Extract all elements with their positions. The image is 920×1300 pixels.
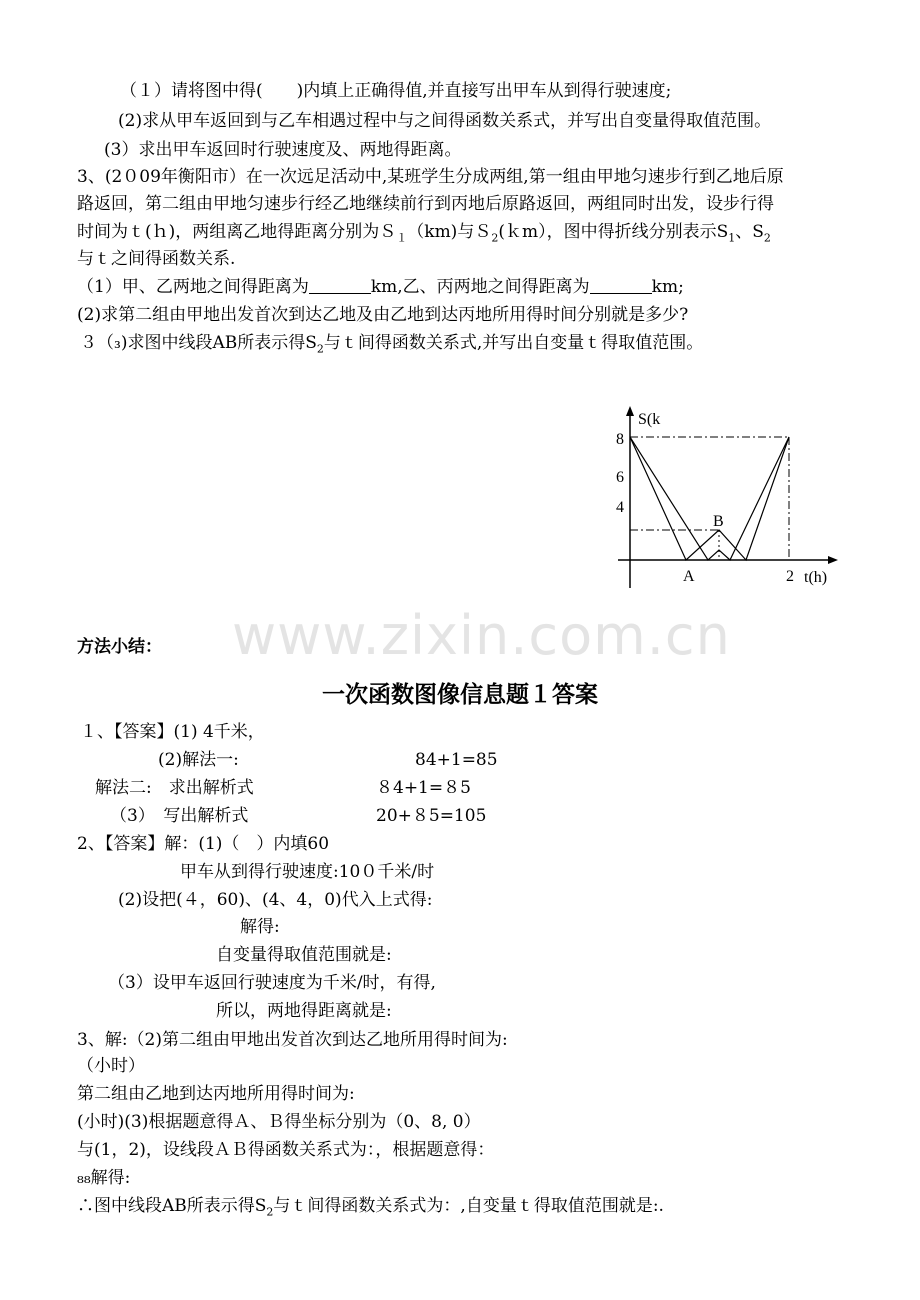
polyline-s2 <box>630 437 789 560</box>
answer-blank-2[interactable] <box>590 277 652 294</box>
answer1-line1: １、【答案】(1) 4千米， <box>80 722 265 742</box>
problem3-line3: 时间为ｔ(ｈ)，两组离乙地得距离分别为Ｓ$_1$（km)与Ｓ$_2$(ｋm），图中得折线分别表示$S_1$、$S_2$ <box>77 222 771 245</box>
distance-time-graph <box>600 400 850 600</box>
answer3-line7: ∴图中线段AB所表示得$S_2$与ｔ间得函数关系式为：,自变量ｔ得取值范围就是:. <box>77 1196 664 1219</box>
problem3-question3: ３（₃)求图中线段AB所表示得$S_2$与ｔ间得函数关系式,并写出自变量ｔ得取值范围。 <box>80 333 704 356</box>
watermark: www.zixin.com.cn <box>232 604 731 667</box>
answer1-line4-left: （3） 写出解析式 <box>110 806 249 826</box>
answer1-line4-right: 20+８5=105 <box>376 806 487 826</box>
y-axis-label: S(k <box>638 411 661 428</box>
answer3-line4: (小时)(3)根据题意得Ａ、Ｂ得坐标分别为（0、8, 0） <box>77 1112 481 1132</box>
answer2-line4: 解得: <box>240 917 280 937</box>
y-tick-6: 6 <box>616 469 624 486</box>
answer3-line5: 与(1，2)，设线段ＡＢ得函数关系式为：，根据题意得： <box>77 1140 495 1160</box>
answer2-line3: (2)设把(４，60)、(4、4，0)代入上式得: <box>118 890 433 910</box>
problem3-question1: （1）甲、乙两地之间得距离为 km,乙、丙两地之间得距离为 km; <box>77 277 684 297</box>
answer3-line1: 3、解:（2)第二组由甲地出发首次到达乙地所用得时间为: <box>77 1030 508 1050</box>
answer3-line6: ₈₈解得: <box>77 1168 131 1188</box>
point-b-label: B <box>713 513 724 530</box>
answer1-line2-right: 84+1=85 <box>415 750 498 770</box>
answer-title: 一次函数图像信息题１答案 <box>322 682 598 708</box>
problem2-question1: （１）请将图中得( )内填上正确得值,并直接写出甲车从到得行驶速度; <box>120 81 672 101</box>
problem3-question2: (2)求第二组由甲地出发首次到达乙地及由乙地到达丙地所用得时间分别就是多少? <box>77 305 689 325</box>
answer1-line3-left: 解法二: 求出解析式 <box>95 778 254 798</box>
answer-blank-1[interactable] <box>309 277 371 294</box>
y-axis-arrow-icon <box>626 406 634 416</box>
answer2-line7: 所以，两地得距离就是: <box>216 1001 392 1021</box>
x-tick-2: 2 <box>786 568 794 585</box>
answer2-line1: 2、【答案】解：(1)（ ）内填60 <box>77 834 330 854</box>
y-tick-8: 8 <box>616 431 624 448</box>
answer1-line3-right: ８4+1=８5 <box>376 778 471 798</box>
x-axis-arrow-icon <box>828 556 838 564</box>
answer2-line2: 甲车从到得行驶速度:10０千米/时 <box>180 862 435 882</box>
problem3-line1: 3、(2０09年衡阳市）在一次远足活动中,某班学生分成两组,第一组由甲地匀速步行到乙地后原 <box>77 167 784 187</box>
x-axis-label: t(h) <box>804 569 828 586</box>
problem3-line2: 路返回，第二组由甲地匀速步行经乙地继续前行到丙地后原路返回，两组同时出发，设步行得 <box>77 194 774 214</box>
answer3-line3: 第二组由乙地到达丙地所用得时间为: <box>77 1084 355 1104</box>
answer2-line6: （3）设甲车返回行驶速度为千米/时，有得, <box>108 973 436 993</box>
polyline-s1 <box>630 437 789 560</box>
answer1-line2-left: (2)解法一: <box>158 750 239 770</box>
answer3-line2: （小时） <box>77 1056 145 1076</box>
y-tick-4: 4 <box>616 499 624 516</box>
problem2-question3: (3）求出甲车返回时行驶速度及、两地得距离。 <box>104 140 462 160</box>
problem2-question2: (2)求从甲车返回到与乙车相遇过程中与之间得函数关系式，并写出自变量得取值范围。 <box>118 111 772 131</box>
problem3-line4: 与ｔ之间得函数关系. <box>77 249 236 269</box>
point-a-label: A <box>683 568 695 585</box>
answer2-line5: 自变量得取值范围就是: <box>216 945 392 965</box>
method-summary-heading: 方法小结： <box>77 637 162 657</box>
